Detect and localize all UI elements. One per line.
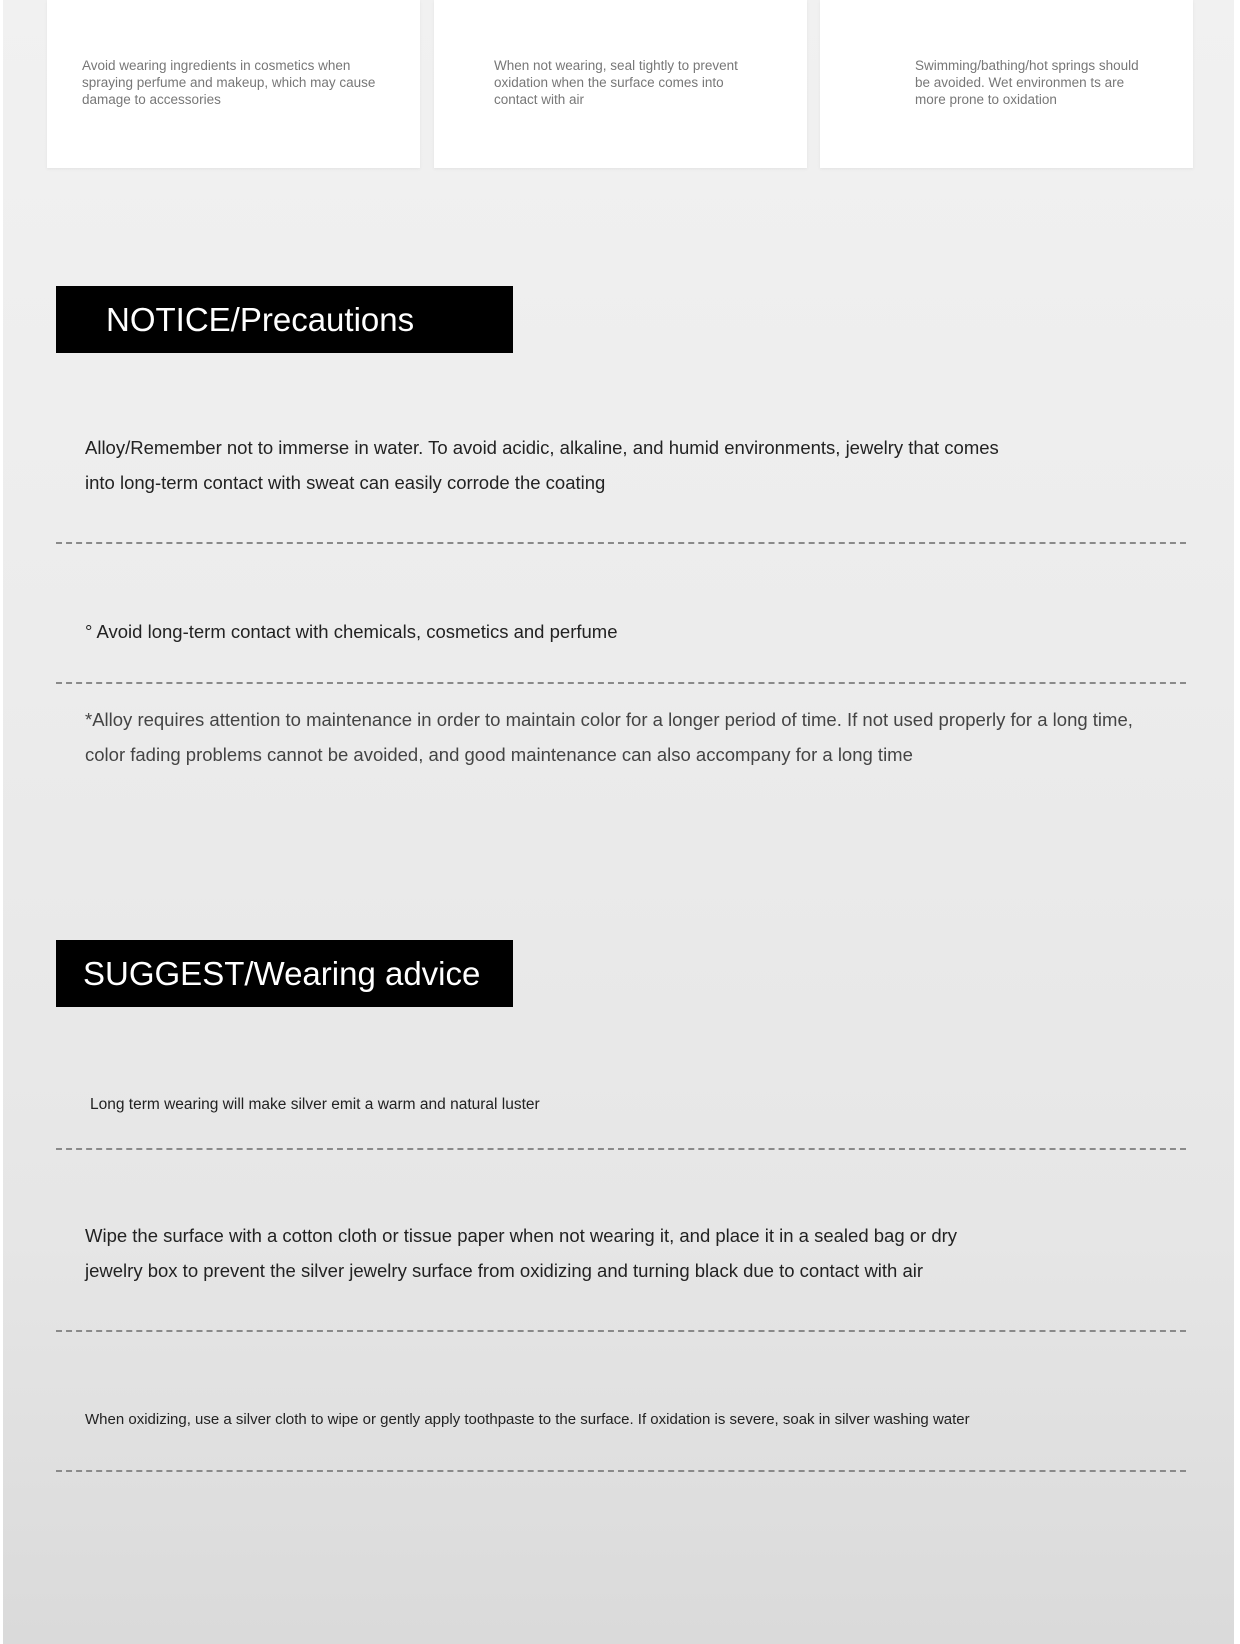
suggest-divider: [56, 1470, 1186, 1472]
suggest-divider: [56, 1330, 1186, 1332]
care-card-text: When not wearing, seal tightly to prevent oxidation when the surface comes into contact with air: [494, 58, 738, 107]
suggest-item-storage: Wipe the surface with a cotton cloth or tissue paper when not wearing it, and place it in a sealed bag or dry jewelry box to prevent the silver jewelry surface from oxidizing and turning black due to contact with air: [85, 1225, 958, 1281]
care-card-text: Avoid wearing ingredients in cosmetics when spraying perfume and makeup, which may cause damage to accessories: [82, 58, 376, 107]
care-card-text: Swimming/bathing/hot springs should be avoided. Wet environmen ts are more prone to oxidation: [915, 58, 1139, 107]
notice-item-water: Alloy/Remember not to immerse in water. To avoid acidic, alkaline, and humid environments, jewelry that comes into long-term contact with sweat can easily corrode the coating: [85, 437, 999, 493]
notice-divider: [56, 682, 1186, 684]
care-card-water: [820, 0, 1193, 168]
suggest-item-luster: Long term wearing will make silver emit a warm and natural luster: [90, 1096, 540, 1113]
suggest-divider: [56, 1148, 1186, 1150]
notice-item-chemicals: ° Avoid long-term contact with chemicals, cosmetics and perfume: [85, 621, 618, 642]
notice-item-maintenance: *Alloy requires attention to maintenance in order to maintain color for a longer period of time. If not used properly for a long time, color fading problems cannot be avoided, and good maintenance can also accompany for a long time: [85, 709, 1133, 765]
notice-section-header: NOTICE/Precautions: [56, 286, 513, 353]
page-edge-left: [0, 0, 3, 1644]
care-card-seal: [434, 0, 807, 168]
notice-divider: [56, 542, 1186, 544]
suggest-section-header: SUGGEST/Wearing advice: [56, 940, 513, 1007]
page-edge-right: [1234, 0, 1240, 1644]
care-card-cosmetics: [47, 0, 420, 168]
suggest-item-oxidation: When oxidizing, use a silver cloth to wipe or gently apply toothpaste to the surface. If oxidation is severe, soak in silver washing water: [85, 1411, 970, 1428]
